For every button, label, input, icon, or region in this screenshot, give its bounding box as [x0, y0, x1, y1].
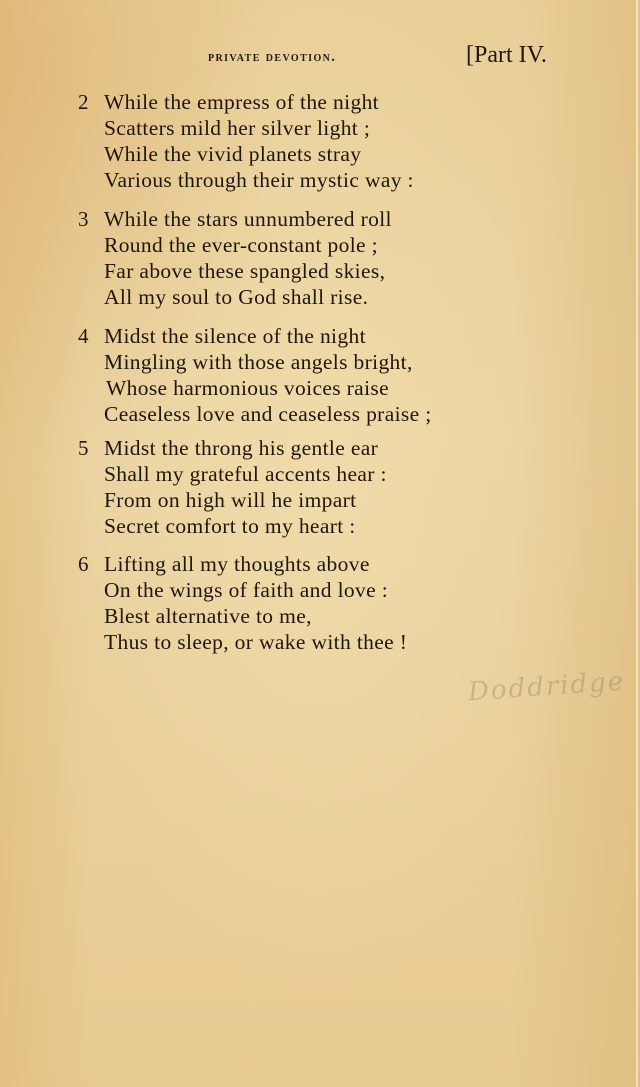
verse-line: While the stars unnumbered roll — [104, 207, 392, 231]
verse-line: Round the ever-constant pole ; — [104, 233, 378, 257]
stanza-number: 5 — [78, 436, 89, 460]
stanza-number: 3 — [78, 207, 89, 231]
verse-line: Whose harmonious voices raise — [106, 376, 390, 400]
verse-line: Secret comfort to my heart : — [104, 514, 356, 538]
verse-line: Far above these spangled skies, — [104, 259, 386, 283]
verse-line: Blest alternative to me, — [104, 604, 312, 628]
verse-line: All my soul to God shall rise. — [104, 285, 369, 309]
verse-line: While the vivid planets stray — [104, 142, 362, 166]
verse-line: Midst the silence of the night — [104, 324, 366, 348]
stanza-number: 6 — [78, 552, 89, 576]
verse-line: From on high will he impart — [104, 488, 357, 512]
verse-line: Lifting all my thoughts above — [104, 552, 370, 576]
page-edge — [636, 0, 638, 1087]
pencil-annotation: Doddridge — [467, 666, 627, 708]
verse-line: On the wings of faith and love : — [104, 578, 389, 602]
running-head — [208, 44, 578, 74]
verse-line: Mingling with those angels bright, — [104, 350, 413, 374]
verse-line: Midst the throng his gentle ear — [104, 436, 379, 460]
verse-line: While the empress of the night — [104, 90, 379, 114]
verse-line: Ceaseless love and ceaseless praise ; — [104, 402, 432, 426]
part-label: [Part IV. — [466, 42, 547, 68]
verse-line: Various through their mystic way : — [104, 168, 414, 192]
stanza-number: 4 — [78, 324, 89, 348]
verse-line: Scatters mild her silver light ; — [104, 116, 371, 140]
verse-line: Shall my grateful accents hear : — [104, 462, 387, 486]
verse-line: Thus to sleep, or wake with thee ! — [104, 630, 408, 654]
section-title: private devotion. — [208, 49, 337, 65]
stanza-number: 2 — [78, 90, 89, 114]
